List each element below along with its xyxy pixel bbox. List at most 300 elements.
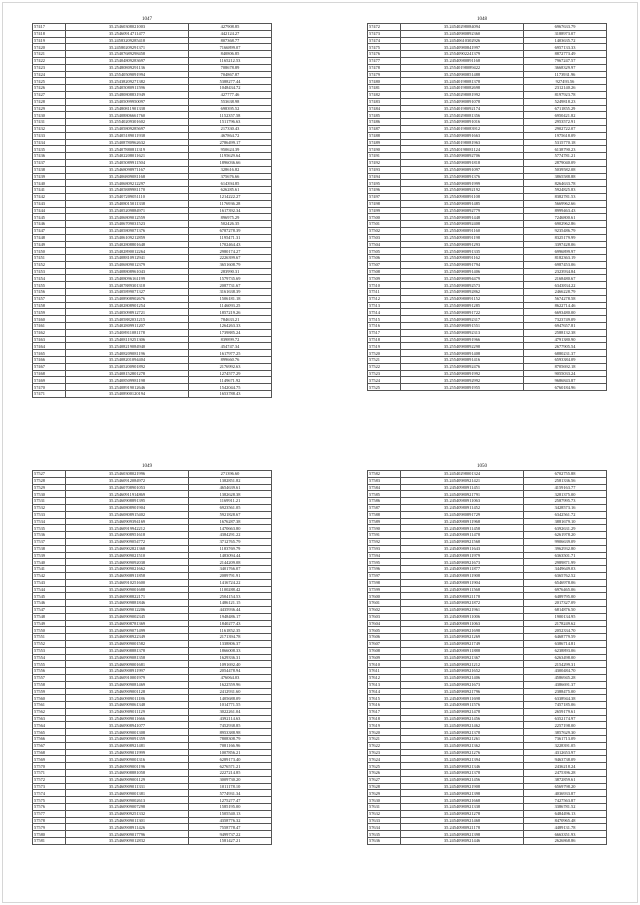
value-cell: 3872859.61 [524,776,607,783]
coordinate-cell: 35.25460908941077 [66,722,189,729]
value-cell: 467864.72 [189,132,272,139]
value-cell: 2626868.86 [524,838,607,845]
value-cell: 6386714.81 [524,640,607,647]
coordinate-cell: 35.24540980921406 [401,674,524,681]
coordinate-cell: 35.25540980892298 [401,343,524,350]
row-id-cell: 57454 [33,275,66,282]
coordinate-cell: 35.24540980921362 [401,742,524,749]
row-id-cell: 57482 [368,91,401,98]
table-row [368,688,607,695]
value-cell: 3668329.97 [524,64,607,71]
coordinate-cell: 35.25460908881058 [66,770,189,777]
row-id-cell: 57540 [33,559,66,566]
value-cell: 4312653.97 [524,749,607,756]
row-id-cell: 57432 [33,125,66,132]
coordinate-cell: 35.24540980911698 [401,695,524,702]
table-row [33,545,272,552]
row-id-cell: 57557 [33,674,66,681]
value-cell: 2466228.79 [524,289,607,296]
value-cell: 7558778.47 [189,824,272,831]
table-row [368,722,607,729]
coordinate-cell: 35.24540980921398 [401,790,524,797]
row-id-cell: 57512 [368,295,401,302]
row-id-cell: 57468 [33,370,66,377]
table-row [368,770,607,777]
value-cell: 784633.21 [189,316,272,323]
coordinate-cell: 35.24540980921462 [401,722,524,729]
table-row [33,241,272,248]
row-id-cell: 57519 [368,343,401,350]
coordinate-cell: 35.25405080911596 [66,85,189,92]
coordinate-cell: 35.25460908911858 [66,572,189,579]
row-id-cell: 57449 [33,241,66,248]
coordinate-cell: 35.25407880811319 [66,146,189,153]
row-id-cell: 57589 [368,518,401,525]
coordinate-cell: 35.24540980921261 [401,736,524,743]
table-row [368,797,607,804]
row-id-cell: 57469 [33,377,66,384]
coordinate-cell: 35.24540980891168 [401,57,524,64]
coordinate-cell: 35.24540980921796 [401,688,524,695]
row-id-cell: 57523 [368,370,401,377]
coordinate-cell: 35.25406809081168 [66,173,189,180]
coordinate-cell: 35.25540902241379 [401,51,524,58]
table-row [368,241,607,248]
value-cell: 2475396.28 [524,770,607,777]
table-row [368,790,607,797]
row-id-cell: 57502 [368,227,401,234]
row-id-cell: 57566 [33,736,66,743]
table-row [33,708,272,715]
table-row [368,749,607,756]
table-row [368,37,607,44]
coordinate-cell: 35.25406809212297 [66,180,189,187]
coordinate-cell: 35.24540980921872 [401,600,524,607]
value-cell: 427777.46 [189,91,272,98]
coordinate-cell: 35.25460909054772 [66,538,189,545]
table-row [368,71,607,78]
value-cell: 6569798.20 [524,783,607,790]
coordinate-cell: 35.24540980911979 [401,552,524,559]
value-cell: 2588132.38 [524,329,607,336]
row-id-cell: 57536 [33,532,66,539]
value-cell: 2168480.67 [524,275,607,282]
table-row [368,654,607,661]
row-id-cell: 57508 [368,268,401,275]
row-id-cell: 57551 [33,634,66,641]
value-cell: 2677905.54 [524,343,607,350]
value-cell: 2257198.00 [524,722,607,729]
row-id-cell: 57514 [368,309,401,316]
table-row [33,214,272,221]
table-row [368,566,607,573]
value-cell: 2312140.26 [524,85,607,92]
value-cell: 6957133.33 [524,44,607,51]
value-cell: 5388277.44 [189,78,272,85]
coordinate-cell: 35.25460909061348 [66,702,189,709]
coordinate-cell: 35.25405200901892 [66,363,189,370]
value-cell: 5774931.34 [189,790,272,797]
value-cell: 807368.77 [189,37,272,44]
table-row [33,477,272,484]
value-cell: 2581336.56 [524,477,607,484]
row-id-cell: 57427 [33,91,66,98]
table-row [368,78,607,85]
row-id-cell: 57537 [33,538,66,545]
coordinate-cell: 35.25540980891108 [401,193,524,200]
table-row [368,370,607,377]
value-cell: 6760184.96 [524,384,607,391]
row-id-cell: 57474 [368,37,401,44]
value-cell: 6238893.06 [524,647,607,654]
value-cell: 927493.56 [524,78,607,85]
coordinate-cell: 35.25460909001381 [66,790,189,797]
table-title: 1049 [142,464,152,469]
coordinate-cell: 35.25408810912941 [66,255,189,262]
value-cell: 1382628.38 [189,491,272,498]
table-title: 1050 [477,464,487,469]
row-id-cell: 57611 [368,668,401,675]
row-id-cell: 57484 [368,105,401,112]
value-cell: 1403635.72 [524,37,607,44]
table-row [33,153,272,160]
value-cell: 1866008.33 [189,647,272,654]
coordinate-cell: 35.24540980921378 [401,729,524,736]
row-id-cell: 57505 [368,248,401,255]
coordinate-cell: 35.25540980891376 [401,173,524,180]
row-id-cell: 57591 [368,532,401,539]
table-row [33,377,272,384]
row-id-cell: 57498 [368,200,401,207]
row-id-cell: 57506 [368,255,401,262]
value-cell: 3865588.88 [524,173,607,180]
row-id-cell: 57445 [33,214,66,221]
value-cell: 1676287.38 [189,518,272,525]
row-id-cell: 57528 [33,477,66,484]
table-row [33,323,272,330]
coordinate-cell: 35.25540198092174 [401,105,524,112]
coordinate-cell: 35.24540980921749 [401,640,524,647]
coordinate-cell: 35.25540980892862 [401,289,524,296]
coordinate-cell: 35.25408911081178 [66,329,189,336]
row-id-cell: 57576 [33,804,66,811]
coordinate-cell: 35.25460908781369 [66,620,189,627]
table-row [33,532,272,539]
table-row [33,824,272,831]
coordinate-cell: 35.25405889981170 [66,187,189,194]
table-row [368,282,607,289]
row-id-cell: 57624 [368,756,401,763]
coordinate-cell: 35.25406109212859 [66,234,189,241]
coordinate-cell: 35.25540980892408 [401,221,524,228]
row-id-cell: 57596 [368,566,401,573]
row-id-cell: 57448 [33,234,66,241]
row-id-cell: 57572 [33,776,66,783]
coordinate-cell: 35.25480809291136 [66,64,189,71]
coordinate-cell: 35.25460908891395 [66,498,189,505]
value-cell: 6902962.86 [524,221,607,228]
coordinate-cell: 35.24540198081378 [401,78,524,85]
coordinate-cell: 35.25540980891485 [401,200,524,207]
value-cell: 7246800.61 [524,214,607,221]
value-cell: 3401766.07 [189,566,272,573]
table-row [368,824,607,831]
coordinate-cell: 35.25540980891966 [401,336,524,343]
value-cell: 1948486.17 [189,613,272,620]
row-id-cell: 57518 [368,336,401,343]
table-row [368,57,607,64]
value-cell: 6814876.50 [524,606,607,613]
row-id-cell: 57509 [368,275,401,282]
value-cell: 1176936.28 [189,200,272,207]
table-row [368,153,607,160]
table-row [368,504,607,511]
value-cell: 9686843.87 [524,377,607,384]
value-cell: 2017327.09 [524,600,607,607]
value-cell: 8325179.99 [524,234,607,241]
value-cell: 6976465.06 [524,586,607,593]
value-cell: 1405688.09 [189,695,272,702]
row-id-cell: 57494 [368,173,401,180]
row-id-cell: 57428 [33,98,66,105]
coordinate-cell: 35.25540980891408 [401,350,524,357]
value-cell: 2902722.07 [524,125,607,132]
table-row [368,783,607,790]
table-row [368,620,607,627]
table-row [368,146,607,153]
row-id-cell: 57497 [368,193,401,200]
value-cell: 6787278.39 [189,227,272,234]
coordinate-cell: 35.25406809012379 [66,261,189,268]
table-row [368,221,607,228]
table-row [33,268,272,275]
table-row [33,85,272,92]
table-row [368,838,607,845]
value-cell: 4435936.44 [189,606,272,613]
table-row [33,654,272,661]
value-cell: 4386691.37 [524,681,607,688]
table-row [368,511,607,518]
value-cell: 8470965.48 [524,817,607,824]
table-row [33,702,272,709]
row-id-cell: 57552 [33,640,66,647]
row-id-cell: 57531 [33,498,66,505]
row-id-cell: 57626 [368,770,401,777]
row-id-cell: 57633 [368,817,401,824]
row-id-cell: 57438 [33,166,66,173]
row-id-cell: 57444 [33,207,66,214]
value-cell: 8382781.53 [524,193,607,200]
table-row [368,661,607,668]
table-row [368,518,607,525]
value-cell: 2087731.67 [189,282,272,289]
value-cell: 1149671.92 [189,377,272,384]
table-row [33,504,272,511]
value-cell: 6987453.06 [524,261,607,268]
value-cell: 8182363.19 [524,255,607,262]
row-id-cell: 57493 [368,166,401,173]
coordinate-cell: 35.24540980921961 [401,606,524,613]
value-cell: 1338806.37 [189,640,272,647]
value-cell: 427908.85 [189,24,272,31]
value-cell: 1214222.27 [189,193,272,200]
table-block-1050 [367,463,597,845]
coordinate-cell: 35.25402808801648 [66,241,189,248]
row-id-cell: 57607 [368,640,401,647]
coordinate-cell: 35.24540980921378 [401,770,524,777]
row-id-cell: 57435 [33,146,66,153]
coordinate-cell: 35.24583209285418 [66,37,189,44]
value-cell: 6289173.40 [189,756,272,763]
coordinate-cell: 35.25407889301318 [66,282,189,289]
coordinate-cell: 35.25540980891285 [401,302,524,309]
row-id-cell: 57578 [33,817,66,824]
row-id-cell: 57542 [33,572,66,579]
table-row [33,810,272,817]
value-cell: 708678.89 [189,64,272,71]
coordinate-cell: 35.25408780962632 [66,139,189,146]
coordinate-cell: 35.25540198089422 [401,64,524,71]
table-row [33,166,272,173]
coordinate-cell: 35.25460909001196 [66,763,189,770]
value-cell: 6711855.29 [524,105,607,112]
row-id-cell: 57457 [33,295,66,302]
table-row [368,572,607,579]
row-id-cell: 57631 [368,804,401,811]
row-id-cell: 57608 [368,647,401,654]
table-row [33,647,272,654]
table-row [368,831,607,838]
value-cell: 5315770.18 [524,139,607,146]
table-row [33,552,272,559]
coordinate-cell: 35.25408919012646 [66,384,189,391]
value-cell: 1857219.26 [189,309,272,316]
row-id-cell: 57421 [33,51,66,58]
coordinate-cell: 35.25460911914869 [66,491,189,498]
coordinate-cell: 35.25540980892313 [401,329,524,336]
value-cell: 1264263.33 [189,323,272,330]
table-row [33,227,272,234]
row-id-cell: 57489 [368,139,401,146]
coordinate-cell: 35.25460909001128 [66,688,189,695]
value-cell: 2323934.84 [524,268,607,275]
coordinate-cell: 35.24540980911452 [401,504,524,511]
coordinate-cell: 35.25540980891794 [401,261,524,268]
row-id-cell: 57450 [33,248,66,255]
value-cell: 896975.29 [189,214,272,221]
table-row [33,370,272,377]
value-cell: 1275277.47 [189,797,272,804]
coordinate-cell: 35.25408219084940 [66,343,189,350]
value-cell: 1896036.66 [189,159,272,166]
coordinate-cell: 35.25460909012206 [66,606,189,613]
table-row [368,613,607,620]
value-cell: 5924825.83 [524,187,607,194]
value-cell: 1702464.43 [189,241,272,248]
table-row [368,586,607,593]
coordinate-cell: 35.25540980891992 [401,370,524,377]
coordinate-cell: 35.25460909081358 [66,654,189,661]
table-row [33,749,272,756]
value-cell: 6276571.21 [189,763,272,770]
table-row [33,302,272,309]
row-id-cell: 57606 [368,634,401,641]
coordinate-cell: 35.24540980921178 [401,824,524,831]
table-row [368,125,607,132]
coordinate-cell: 35.25408908902676 [66,295,189,302]
value-cell: 3712765.79 [189,538,272,545]
row-id-cell: 57567 [33,742,66,749]
table-row [368,674,607,681]
table-row [33,159,272,166]
coordinate-cell: 35.25460908921481 [66,742,189,749]
row-id-cell: 57475 [368,44,401,51]
table-title: 1047 [142,17,152,22]
row-id-cell: 57477 [368,57,401,64]
value-cell: 7081166.96 [189,742,272,749]
row-id-cell: 57634 [368,824,401,831]
row-id-cell: 57587 [368,504,401,511]
table-row [368,255,607,262]
table-row [368,552,607,559]
table-row [33,24,272,31]
row-id-cell: 57456 [33,289,66,296]
value-cell: 271396.60 [189,471,272,478]
value-cell: 9235486.79 [524,227,607,234]
value-cell: 1629336.31 [189,654,272,661]
table-row [33,627,272,634]
value-cell: 3651608.79 [189,261,272,268]
value-cell: 2227214.85 [189,770,272,777]
table-row [368,817,607,824]
value-cell: 3428573.16 [524,504,607,511]
data-table [367,470,607,845]
value-cell: 1470663.80 [189,525,272,532]
value-cell: 3188973.07 [524,30,607,37]
table-row [33,471,272,478]
table-row [33,44,272,51]
coordinate-cell: 35.25460909001681 [66,661,189,668]
value-cell: 2412931.60 [189,688,272,695]
row-id-cell: 57507 [368,261,401,268]
table-row [33,613,272,620]
row-id-cell: 57439 [33,173,66,180]
table-row [368,498,607,505]
row-id-cell: 57614 [368,688,401,695]
row-id-cell: 57420 [33,44,66,51]
table-row [33,770,272,777]
table-row [33,511,272,518]
coordinate-cell: 35.25405809285697 [66,125,189,132]
table-row [33,275,272,282]
row-id-cell: 57500 [368,214,401,221]
value-cell: 6352174.97 [524,715,607,722]
table-row [33,173,272,180]
table-row [33,606,272,613]
value-cell: 6546978.06 [524,579,607,586]
value-cell: 1617392.34 [189,207,272,214]
coordinate-cell: 35.24540980921346 [401,763,524,770]
coordinate-cell: 35.25402890012264 [66,248,189,255]
value-cell: 7361713.09 [524,736,607,743]
value-cell: 1048434.72 [189,85,272,92]
coordinate-cell: 35.24540980911568 [401,586,524,593]
value-cell: 8953388.98 [189,729,272,736]
coordinate-cell: 35.25460909011129 [66,708,189,715]
coordinate-cell: 35.25405089911504 [66,159,189,166]
coordinate-cell: 35.24540980921367 [401,654,524,661]
coordinate-cell: 35.25404809283697 [66,57,189,64]
